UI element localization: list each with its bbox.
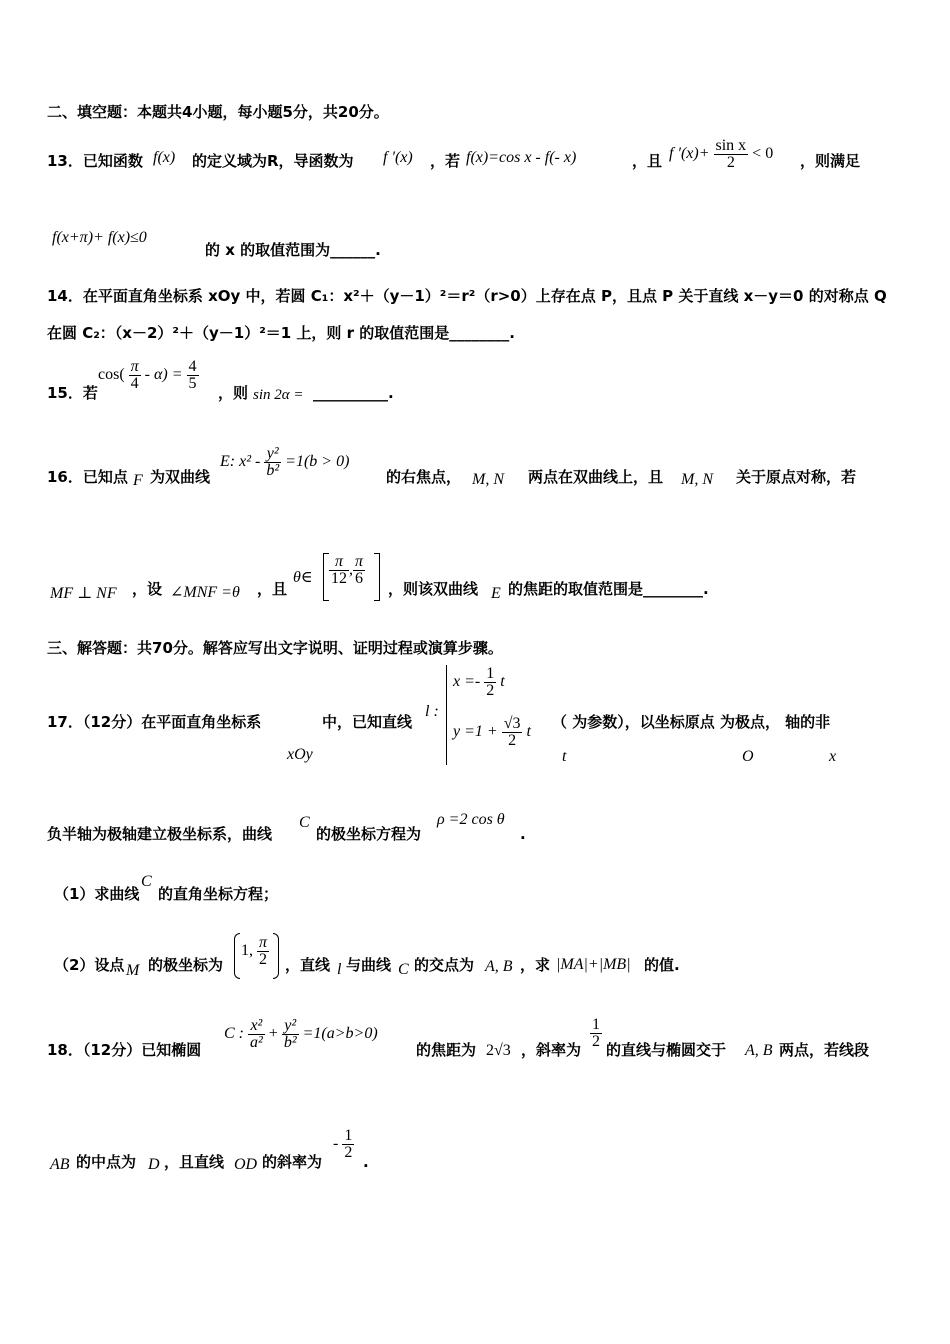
q16-y2: y² — [264, 446, 281, 463]
q17-line-x — [453, 666, 505, 699]
q16-comma: , — [349, 561, 353, 579]
q17-two: 2 — [508, 732, 517, 749]
q17-point-pi-over-2 — [257, 935, 269, 968]
q18-C-label: C : — [224, 1025, 244, 1043]
q16-text-5: ，设 — [132, 580, 163, 598]
q17-system-brace — [446, 665, 447, 765]
q17-part2-l: l — [337, 961, 342, 978]
q18-D: D — [148, 1156, 160, 1173]
q18-half — [590, 1017, 602, 1050]
q15-number: 15．若 — [47, 384, 98, 402]
q13-fprime: f ′(x) — [383, 149, 413, 166]
q16-perpendicular: MF ⊥ NF — [50, 585, 117, 602]
q13-text-1: 的定义域为R，导函数为 — [192, 152, 354, 170]
q16-number: 16．已知点 — [47, 468, 128, 486]
q17-part2-abs: |MA|+|MB| — [556, 956, 631, 973]
q16-eq: =1(b > 0) — [285, 453, 350, 471]
q13-condition-2 — [669, 138, 773, 171]
q13-text-4: ，则满足 — [800, 152, 861, 170]
q17-x-eq: x =- — [453, 673, 481, 691]
q16-six: 6 — [355, 570, 363, 587]
q18-AB: A, B — [745, 1042, 773, 1059]
q17-line-y — [453, 716, 531, 749]
q17-l-label: l : — [425, 703, 439, 720]
q17-line2-b: 的极坐标方程为 — [316, 825, 422, 843]
q16-point-F: F — [133, 472, 143, 489]
q17-half-num: 1 — [486, 665, 495, 682]
q13-number: 13．已知函数 — [47, 152, 143, 170]
q17-part2-C: C — [398, 961, 409, 978]
q17-text-1: 中，已知直线 — [322, 713, 413, 731]
q18-y2: y² — [282, 1018, 299, 1035]
q17-right-paren — [273, 933, 279, 979]
q15-minus-alpha: - α) = — [144, 366, 183, 384]
q18-half-2 — [342, 1128, 354, 1161]
q18-half-den-2: 2 — [344, 1144, 353, 1161]
q18-x2: x² — [248, 1018, 265, 1035]
q17-part2-f: ，求 — [520, 956, 551, 974]
q15-cos-expression — [98, 359, 199, 392]
q17-point-2: 2 — [259, 951, 267, 968]
q18-number: 18．（12分）已知椭圆 — [47, 1041, 202, 1059]
q17-t-var: t — [562, 748, 567, 765]
q18-b2: b² — [283, 1034, 297, 1051]
q18-text-2: ，斜率为 — [521, 1041, 582, 1059]
q13-cond2-left: f ′(x)+ — [669, 145, 710, 163]
q16-pi-1: π — [329, 554, 349, 571]
q17-part2-M: M — [126, 962, 140, 979]
q18-text-5: 的中点为 — [76, 1153, 137, 1171]
q14-line-2: 在圆 C₂：（x－2）²＋（y－1）²＝1 上，则 r 的取值范围是________. — [47, 324, 515, 342]
q15-cos: cos( — [98, 366, 125, 384]
q17-point-1: 1, — [241, 942, 253, 960]
q18-ellipse — [224, 1018, 378, 1051]
q13-text-5: 的 x 的取值范围为______. — [205, 241, 381, 259]
q17-number: 17．（12分）在平面直角坐标系 — [47, 713, 262, 731]
q17-t: t — [500, 673, 505, 691]
q17-part1-a: （1）求曲线 — [54, 885, 140, 903]
q16-E: E — [491, 585, 501, 602]
q18-text-4: 两点，若线段 — [779, 1041, 870, 1059]
q16-text-1: 为双曲线 — [150, 468, 211, 486]
q17-part2-g: 的值. — [644, 956, 680, 974]
q18-text-6: ，且直线 — [164, 1153, 225, 1171]
q16-angle: ∠MNF =θ — [170, 584, 240, 601]
q15-text-1: ，则 — [218, 384, 249, 402]
q17-y-eq: y =1 + — [453, 723, 498, 741]
q13-sin-num: sin x — [715, 137, 747, 154]
q17-line2-dot: . — [520, 825, 526, 843]
q16-MN-2: M, N — [681, 471, 713, 488]
q13-lt-zero: < 0 — [752, 145, 774, 163]
q15-blank: __________. — [313, 384, 394, 402]
q16-twelve: 12 — [331, 570, 347, 587]
q16-text-8: 的焦距的取值范围是________. — [508, 580, 709, 598]
q17-part2-c: ，直线 — [285, 956, 331, 974]
q16-text-6: ，且 — [257, 580, 288, 598]
q18-text-7: 的斜率为 — [262, 1153, 323, 1171]
q15-four: 4 — [130, 375, 139, 392]
q16-pi-2: π — [355, 553, 364, 570]
q15-denominator: 5 — [188, 375, 197, 392]
q16-text-2: 的右焦点， — [386, 468, 462, 486]
q16-MN: M, N — [472, 471, 504, 488]
q17-polar-equation: ρ =2 cos θ — [437, 811, 505, 828]
q13-text-3: ，且 — [632, 152, 663, 170]
q18-neg: - — [333, 1135, 339, 1153]
q18-a2: a² — [250, 1034, 263, 1051]
q17-xOy: xOy — [287, 746, 313, 763]
q17-sqrt3-over-2 — [502, 716, 523, 749]
q18-y2-over-b2 — [282, 1018, 299, 1051]
q16-right-bracket — [374, 553, 380, 601]
q16-y2-over-b2 — [264, 446, 281, 479]
q15-pi-over-4 — [129, 359, 141, 392]
q15-sin2a: sin 2α = — [253, 387, 304, 403]
q17-part2-AB: A, B — [485, 958, 513, 975]
q17-text-2: （ 为参数），以坐标原点 为极点， 轴的非 — [552, 713, 831, 731]
q17-part2-e: 的交点为 — [414, 956, 475, 974]
q14-line-1: 14．在平面直角坐标系 xOy 中，若圆 C₁：x²＋（y－1）²＝r²（r>0）上存在点 P，且点 P 关于直线 x－y＝0 的对称点 Q — [47, 287, 887, 305]
q18-half-num: 1 — [592, 1016, 600, 1033]
q18-half-den: 2 — [592, 1033, 600, 1050]
q16-text-3: 两点在双曲线上，且 — [528, 468, 664, 486]
q18-slope-fraction — [590, 1017, 602, 1050]
q16-text-7: ，则该双曲线 — [388, 580, 479, 598]
q17-O: O — [742, 748, 754, 765]
q18-text-3: 的直线与椭圆交于 — [606, 1041, 727, 1059]
q16-pi-over-12 — [329, 554, 349, 587]
q17-line2-a: 负半轴为极轴建立极坐标系，曲线 — [47, 825, 273, 843]
q17-part1-b: 的直角坐标方程； — [158, 885, 279, 903]
q15-four-fifths — [187, 359, 199, 392]
q13-sin-den: 2 — [726, 154, 735, 171]
q16-E-label: E: — [220, 453, 236, 471]
q18-eq: =1(a>b>0) — [302, 1025, 378, 1043]
section3-heading: 三、解答题：共70分。解答应写出文字说明、证明过程或演算步骤。 — [47, 639, 503, 657]
q13-condition-1: f(x)=cos x - f(- x) — [466, 149, 577, 166]
q17-part2-a: （2）设点 — [54, 956, 125, 974]
q16-interval — [329, 554, 365, 587]
q16-hyperbola — [220, 446, 349, 479]
q17-part1-C: C — [141, 873, 152, 890]
q18-neg-half — [333, 1128, 354, 1161]
q17-point-pi: π — [259, 934, 268, 951]
q13-fx: f(x) — [153, 149, 176, 166]
q17-t-2: t — [526, 723, 531, 741]
q18-text-1: 的焦距为 — [416, 1041, 477, 1059]
q17-part2-b: 的极坐标为 — [148, 956, 224, 974]
q17-part2-d: 与曲线 — [346, 956, 392, 974]
q18-plus: + — [268, 1025, 278, 1043]
q17-x: x — [829, 748, 837, 765]
q15-numerator: 4 — [188, 358, 197, 375]
q17-left-paren — [234, 933, 240, 979]
q17-C: C — [299, 814, 310, 831]
q16-pi-over-6 — [353, 554, 365, 587]
q18-half-num-2: 1 — [344, 1127, 353, 1144]
q17-half — [484, 666, 496, 699]
q16-text-4: 关于原点对称，若 — [736, 468, 857, 486]
q15-pi: π — [130, 358, 139, 375]
q16-x2: x² - — [239, 453, 261, 471]
q18-AB-2: AB — [50, 1156, 70, 1173]
q17-polar-point — [241, 935, 269, 968]
q13-inequality: f(x+π)+ f(x)≤0 — [52, 229, 147, 246]
q17-sqrt3: √3 — [503, 715, 521, 732]
section2-heading: 二、填空题：本题共4小题，每小题5分，共20分。 — [47, 103, 389, 121]
q13-text-2: ，若 — [430, 152, 461, 170]
q18-dot: . — [363, 1153, 369, 1171]
q18-focal-length: 2√3 — [486, 1042, 511, 1059]
q16-b2: b² — [266, 462, 280, 479]
q18-OD: OD — [234, 1156, 258, 1173]
q13-sin-fraction — [714, 138, 749, 171]
q16-theta-in: θ∈ — [293, 569, 313, 586]
q18-x2-over-a2 — [248, 1018, 265, 1051]
q17-half-den: 2 — [486, 682, 495, 699]
